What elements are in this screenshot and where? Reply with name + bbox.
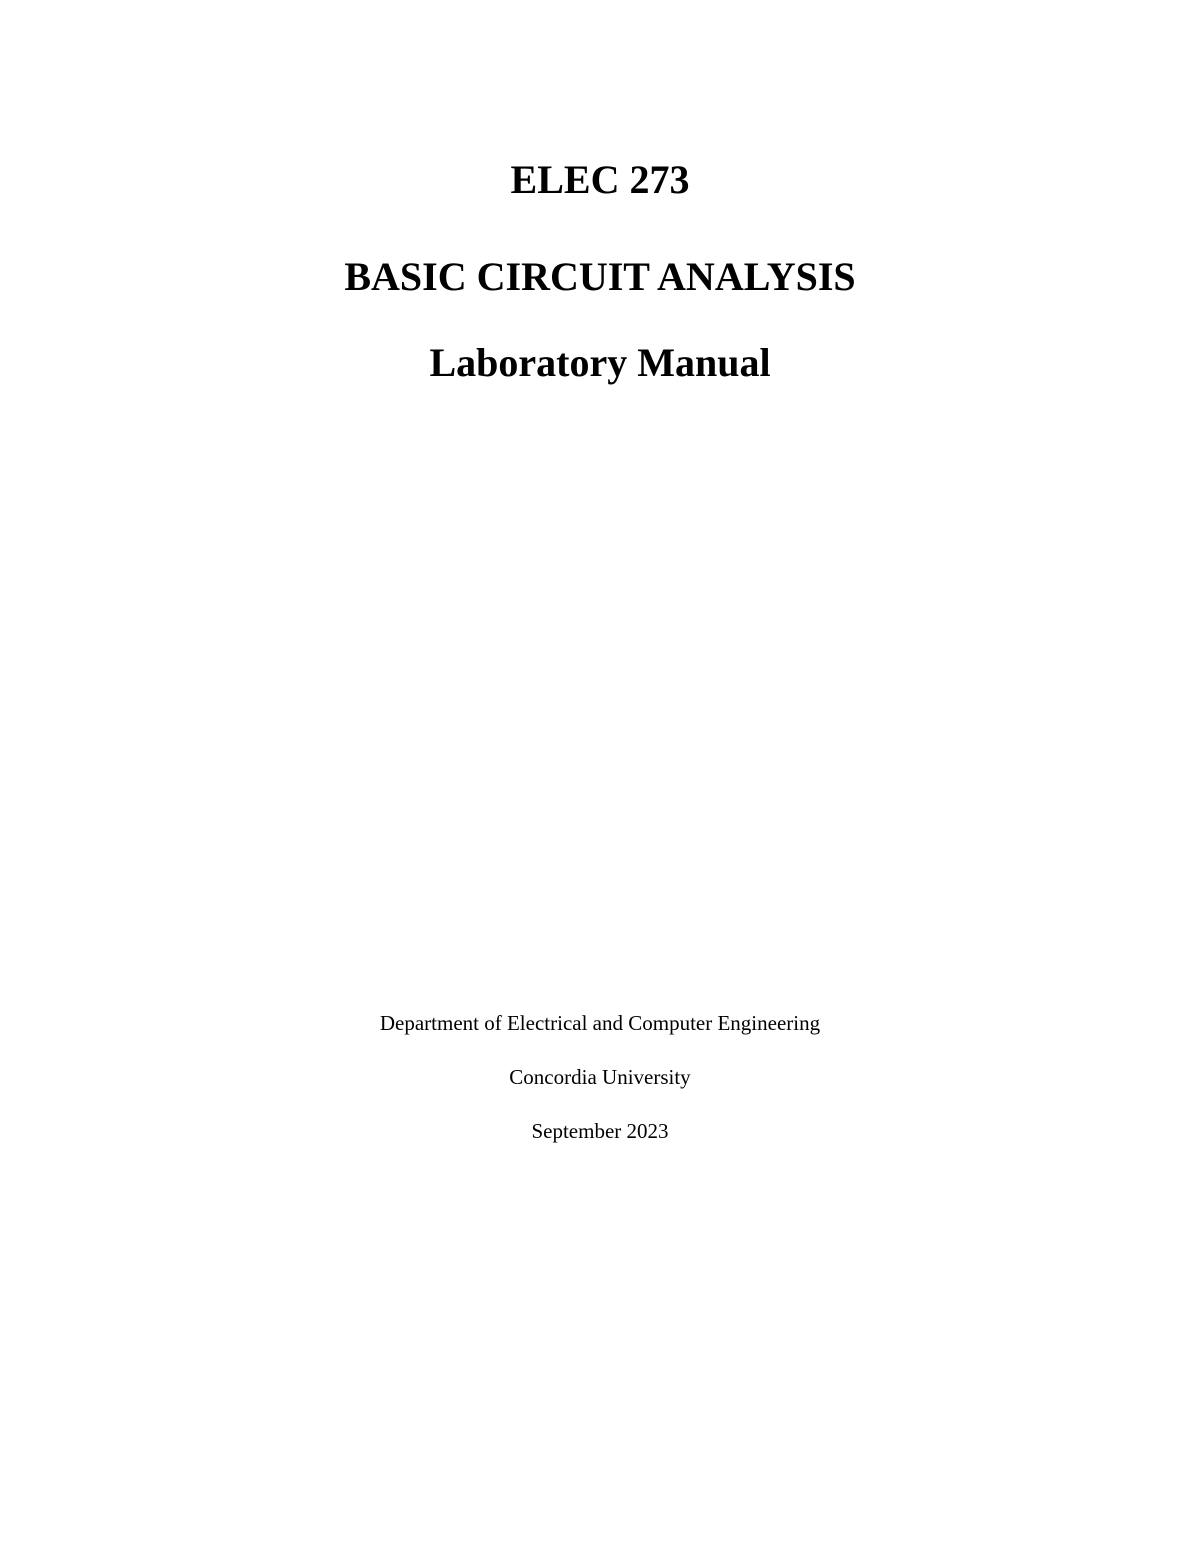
university-name: Concordia University <box>509 1065 691 1089</box>
course-code: ELEC 273 <box>510 157 690 202</box>
course-name: BASIC CIRCUIT ANALYSIS <box>344 254 856 299</box>
document-type: Laboratory Manual <box>429 340 771 385</box>
department-name: Department of Electrical and Computer Engineering <box>379 1011 821 1035</box>
publication-date: September 2023 <box>531 1119 669 1143</box>
